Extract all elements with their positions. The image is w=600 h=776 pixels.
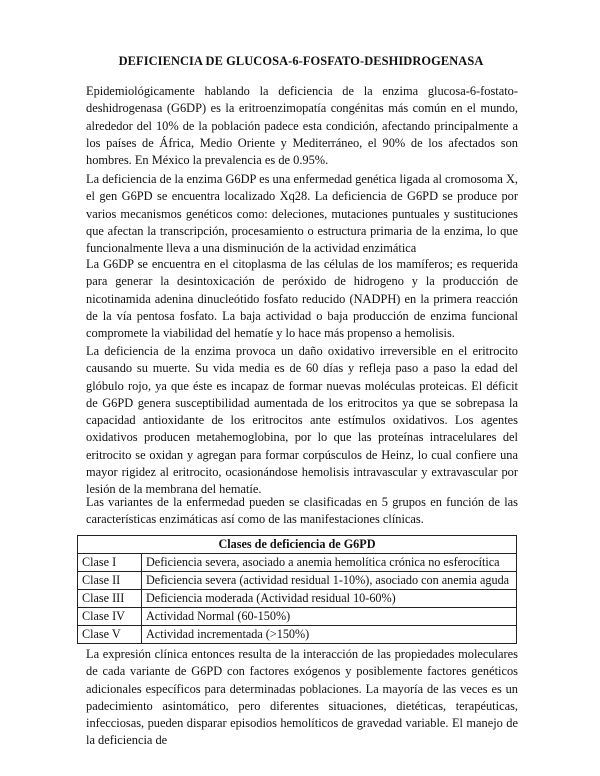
g6pd-classes-table [77, 535, 517, 644]
document-title: DEFICIENCIA DE GLUCOSA-6-FOSFATO-DESHIDROGENASA [118, 54, 484, 68]
table-cell-descripcion: Actividad incrementada (>150%) [142, 626, 517, 644]
table-row [78, 608, 517, 626]
paragraph-expresion-clinica: La expresión clínica entonces resulta de la interacción de las propiedades moleculares de cada variante de G6PD con factores exógenos y posiblemente factores genéticos adicionales específicos para determinadas poblaciones. La mayoría de las veces es un padecimiento asintomático, pero diferentes situaciones, dietéticas, terapéuticas, infecciosas, pueden disparar episodios hemolíticos de gravedad variable. El manejo de la deficiencia de [86, 647, 518, 748]
paragraph-funcion-enzima: La G6DP se encuentra en el citoplasma de las células de los mamíferos; es requerida para generar la desintoxicación de peróxido de hidrogeno y la producción de nicotinamida adenina dinucleótido fosfato reducido (NADPH) en la primera reacción de la vía pentosa fosfato. La baja actividad o baja producción de enzima funcional compromete la viabilidad del hematíe y lo hace más propenso a hemolisis. [86, 257, 518, 341]
table-cell-clase: Clase III [78, 590, 142, 608]
paragraph-dano-oxidativo: La deficiencia de la enzima provoca un daño oxidativo irreversible en el eritrocito causando su muerte. Su vida media es de 60 días y refleja paso a paso la edad del glóbulo rojo, ya que éste es incapaz de formar nuevas moléculas proteicas. El déficit de G6PD genera susceptibilidad aumentada de los eritrocitos ya que se sobrepasa la capacidad antioxidante de los eritrocitos ante estímulos oxidativos. Los agentes oxidativos producen metahemoglobina, por lo que las proteínas intracelulares del eritrocito se oxidan y agregan para formar corpúsculos de Heinz, lo cual confiere una mayor rigidez al eritrocito, ocasionándose hemolisis intravascular y extravascular por lesión de la membrana del hematíe. [86, 344, 518, 497]
table-cell-descripcion: Deficiencia severa, asociado a anemia hemolítica crónica no esferocítica [142, 554, 517, 572]
table-cell-descripcion: Actividad Normal (60-150%) [142, 608, 517, 626]
paragraph-genetica: La deficiencia de la enzima G6DP es una enfermedad genética ligada al cromosoma X, el gen G6PD se encuentra localizado Xq28. La deficiencia de G6PD se produce por varios mecanismos genéticos como: deleciones, mutaciones puntuales y sustituciones que afectan la transcripción, procesamiento o estructura primaria de la enzima, lo que funcionalmente lleva a una disminución de la actividad enzimática [86, 172, 518, 256]
paragraph-clasificacion: Las variantes de la enfermedad pueden se clasificadas en 5 grupos en función de las características enzimáticas así como de las manifestaciones clínicas. [86, 495, 518, 527]
table-cell-clase: Clase IV [78, 608, 142, 626]
table-row [78, 626, 517, 644]
table-cell-clase: Clase II [78, 572, 142, 590]
table-cell-clase: Clase V [78, 626, 142, 644]
table-caption: Clases de deficiencia de G6PD [78, 536, 517, 554]
table-cell-descripcion: Deficiencia moderada (Actividad residual 10-60%) [142, 590, 517, 608]
table-cell-clase: Clase I [78, 554, 142, 572]
table-row [78, 590, 517, 608]
table-cell-descripcion: Deficiencia severa (actividad residual 1-10%), asociado con anemia aguda [142, 572, 517, 590]
paragraph-epidemiologia: Epidemiológicamente hablando la deficiencia de la enzima glucosa-6-fostato-deshidrogenasa (G6DP) es la eritroenzimopatía congénitas más común en el mundo, alrededor del 10% de la población padece esta condición, afectando principalmente a los países de África, Medio Oriente y Mediterráneo, el 90% de los afectados son hombres. En México la prevalencia es de 0.95%. [86, 84, 518, 168]
table-row [78, 572, 517, 590]
table-row [78, 554, 517, 572]
